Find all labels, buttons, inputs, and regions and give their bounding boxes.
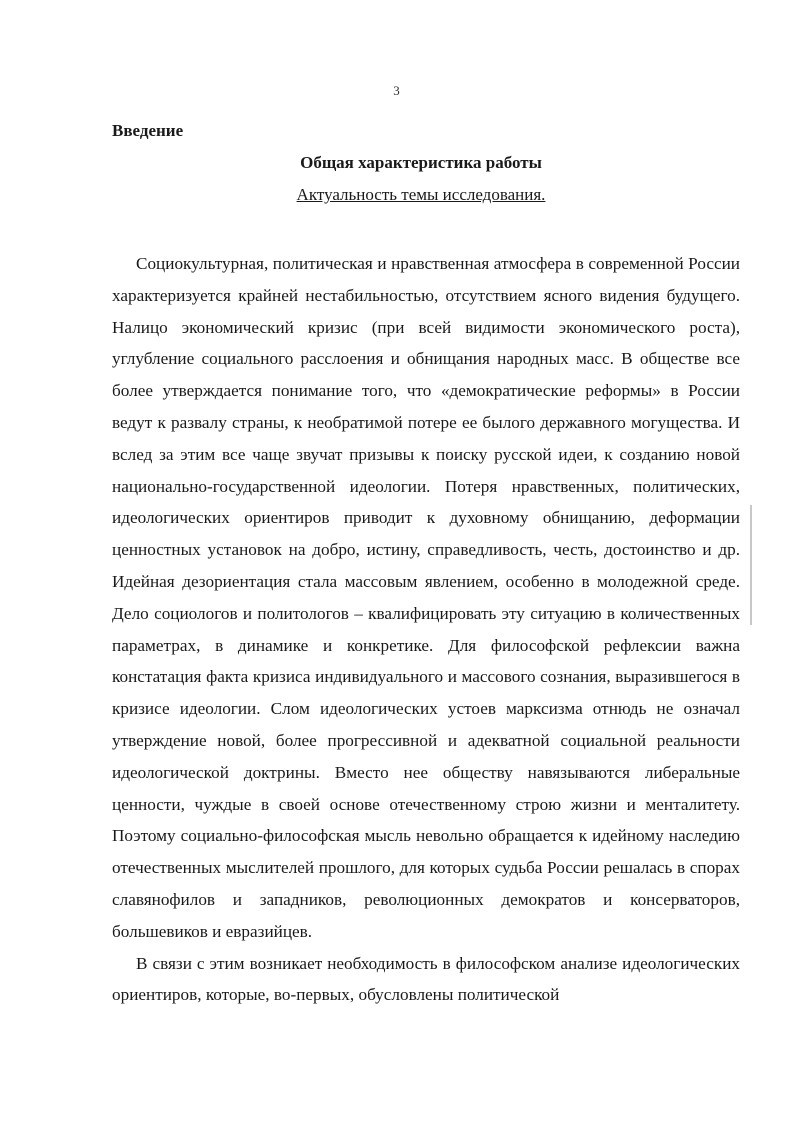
- paragraph: В связи с этим возникает необходимость в философском анализе идеологических ориентиров, которые, во-первых, обусловлены политической: [112, 953, 740, 1005]
- paragraph: Социокультурная, политическая и нравственная атмосфера в современной России характеризуется крайней нестабильностью, отсутствием ясного видения будущего. Налицо экономический кризис (при всей видимости экономического роста), углубление социального расслоения и обнищания народных масс. В обществе все более утверждается понимание того, что «демократические реформы» в России ведут к развалу страны, к необратимой потере ее былого державного могущества. И вслед за этим все чаще звучат призывы к поиску русской идеи, к созданию новой национально-государственной идеологии. Потеря нравственных, политических, идеологических ориентиров приводит к духовному обнищанию, деформации ценностных установок на добро, истину, справедливость, честь, достоинство и др. Идейная дезориентация стала массовым явлением, особенно в молодежной среде. Дело социологов и политологов – квалифицировать эту ситуацию в количественных параметрах, в динамике и конкретике. Для философской рефлексии важна констатация факта кризиса индивидуального и массового сознания, выразившегося в кризисе идеологии. Слом идеологических устоев марксизма отнюдь не означал утверждение новой, более прогрессивной и адекватной социальной реальности идеологической доктрины. Вместо нее обществу навязываются либеральные ценности, чуждые в своей основе отечественному строю жизни и менталитету. Поэтому социально-философская мысль невольно обращается к идейному наследию отечественных мыслителей прошлого, для которых судьба России решалась в спорах славянофилов и западников, революционных демократов и консерваторов, большевиков и евразийцев.: [112, 254, 740, 941]
- margin-mark: [750, 505, 752, 625]
- subtitle: Актуальность темы исследования.: [296, 185, 546, 204]
- page-number: 3: [393, 83, 400, 98]
- body-text: [112, 248, 740, 1011]
- main-title: Общая характеристика работы: [300, 153, 542, 172]
- section-heading: Введение: [112, 121, 184, 140]
